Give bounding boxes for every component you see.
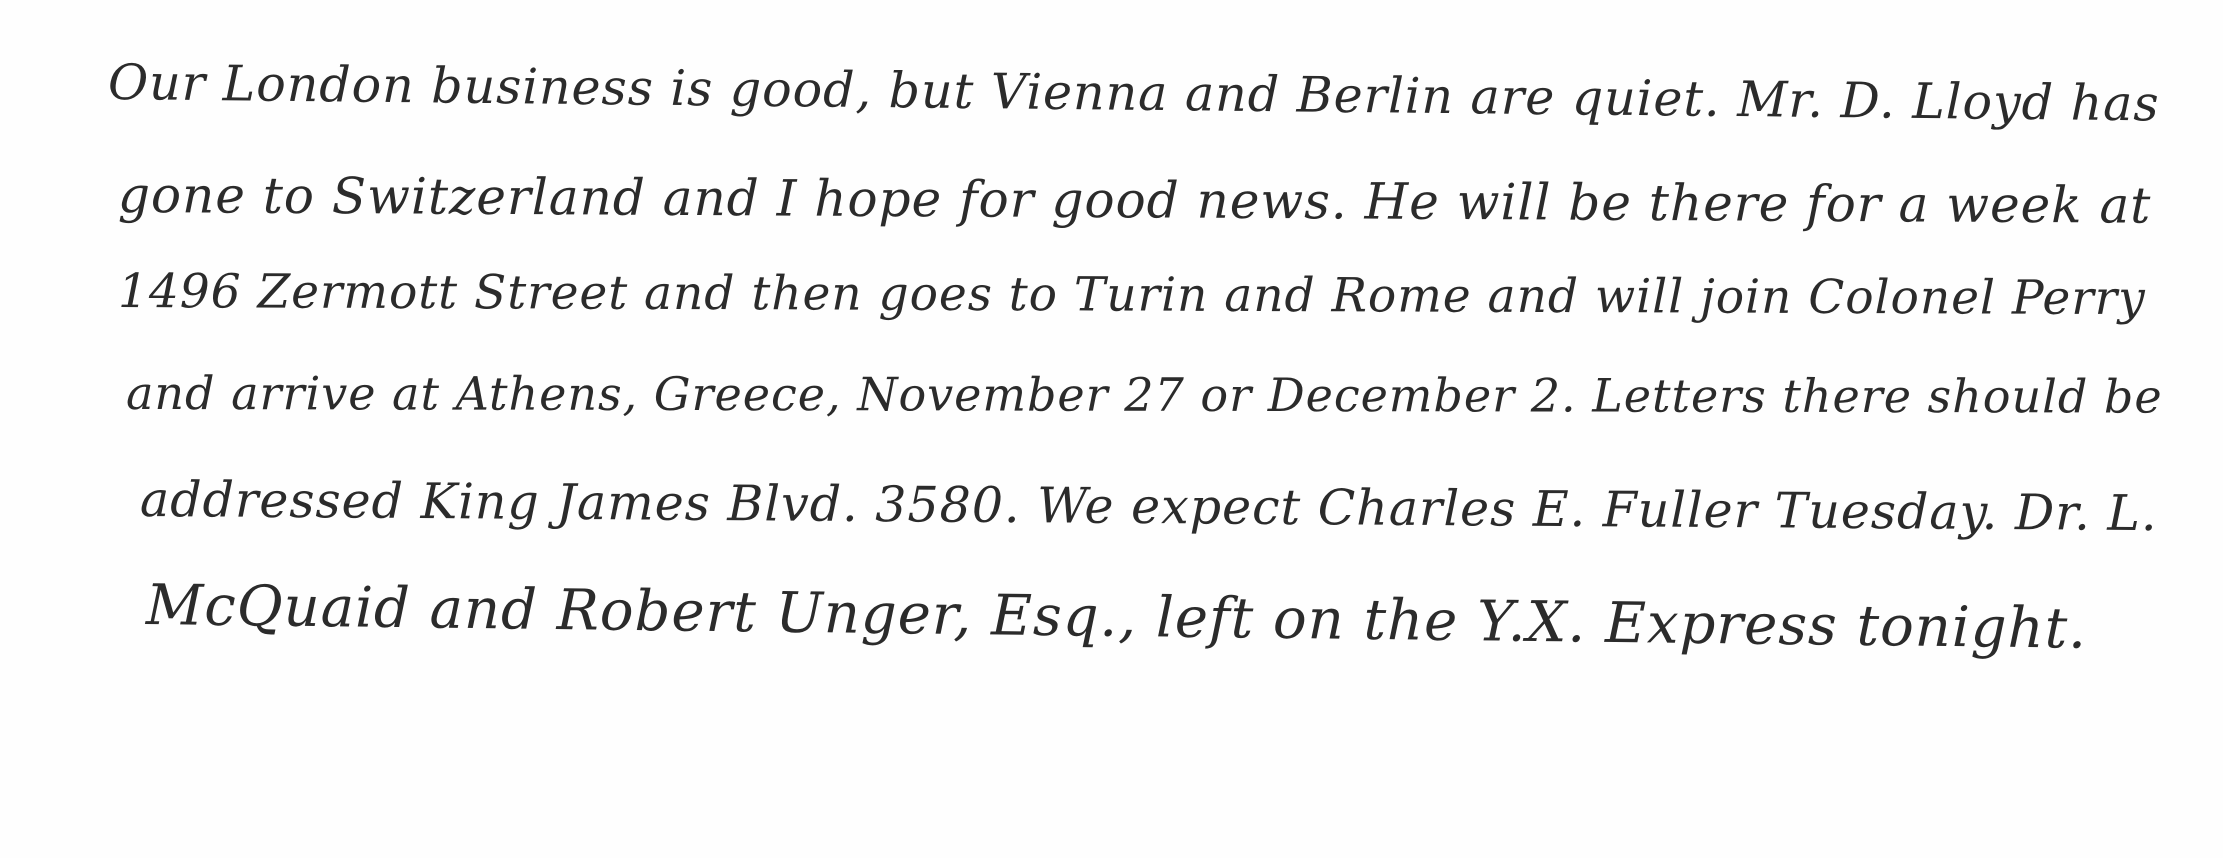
text-line: gone to Switzerland and I hope for good news. He will be there for a week at: [117, 166, 2152, 235]
text-line: and arrive at Athens, Greece, November 27 or December 2. Letters there should be: [125, 366, 2163, 424]
text-line: 1496 Zermott Street and then goes to Turin and Rome and will join Colonel Perry: [117, 264, 2146, 327]
text-line: McQuaid and Robert Unger, Esq., left on the Y.X. Express tonight.: [145, 573, 2088, 662]
text-line: Our London business is good, but Vienna and Berlin are quiet. Mr. D. Lloyd has: [107, 54, 2160, 133]
text-line: addressed King James Blvd. 3580. We expect Charles E. Fuller Tuesday. Dr. L.: [139, 471, 2158, 543]
